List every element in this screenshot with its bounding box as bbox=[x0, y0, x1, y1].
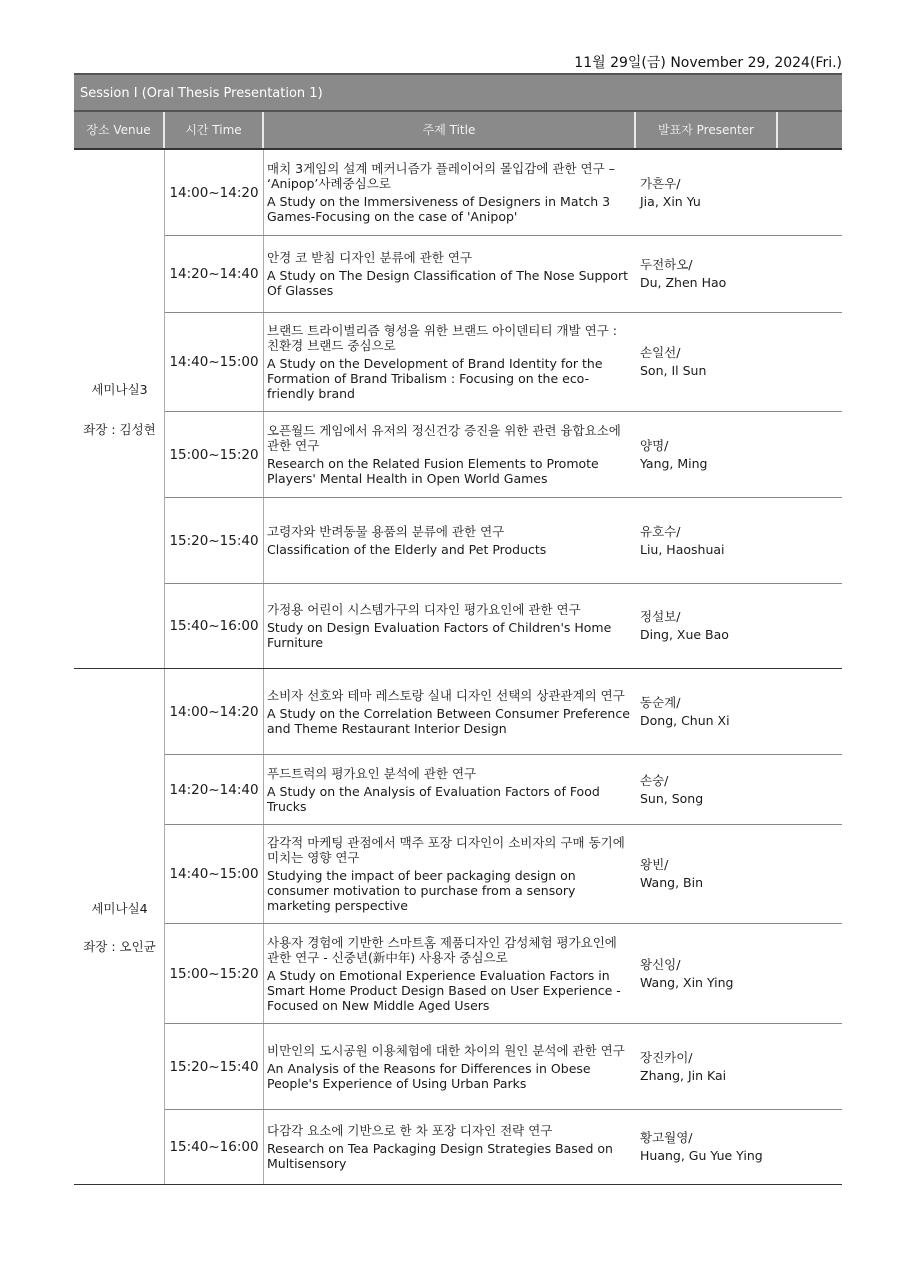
presenter-name-english: Ding, Xue Bao bbox=[640, 627, 729, 642]
title-english: A Study on the Immersiveness of Designers in Match 3 Games-Focusing on the case of 'Anipop' bbox=[267, 194, 611, 224]
venue-chair: 좌장 : 김성현 bbox=[83, 422, 156, 437]
presenter bbox=[636, 755, 842, 824]
paper-title bbox=[264, 498, 636, 583]
table-row bbox=[165, 669, 842, 755]
session-time: 15:20~15:40 bbox=[165, 498, 264, 583]
presenter-name-korean: 장진카이/ bbox=[640, 1049, 693, 1065]
title-english: Research on Tea Packaging Design Strategies Based on Multisensory bbox=[267, 1141, 613, 1171]
table-row bbox=[165, 313, 842, 412]
venue-group-seminar-4 bbox=[74, 669, 842, 1185]
presenter-name-korean: 유호수/ bbox=[640, 523, 681, 539]
presenter bbox=[636, 825, 842, 923]
table-row bbox=[165, 498, 842, 584]
paper-title bbox=[264, 1024, 636, 1109]
session-time: 14:00~14:20 bbox=[165, 669, 264, 754]
header-extra bbox=[778, 112, 842, 148]
title-korean: 오픈월드 게임에서 유저의 정신건강 증진을 위한 관련 융합요소에 관한 연구 bbox=[267, 423, 621, 453]
table-header bbox=[74, 110, 842, 150]
header-title: 주제 Title bbox=[264, 112, 636, 148]
paper-title bbox=[264, 825, 636, 923]
session-title-bar: Session I (Oral Thesis Presentation 1) bbox=[74, 73, 842, 110]
table-row bbox=[165, 236, 842, 313]
table-row bbox=[165, 150, 842, 236]
paper-title bbox=[264, 313, 636, 411]
presenter-name-korean: 정설보/ bbox=[640, 609, 681, 624]
title-english: Study on Design Evaluation Factors of Children's Home Furniture bbox=[267, 620, 612, 650]
paper-title bbox=[264, 412, 636, 497]
session-time: 15:40~16:00 bbox=[165, 1110, 264, 1184]
session-time: 15:40~16:00 bbox=[165, 584, 264, 668]
presenter-name-korean: 양명/ bbox=[640, 437, 669, 453]
presenter-name-english: Dong, Chun Xi bbox=[640, 712, 730, 728]
title-korean: 브랜드 트라이벌리즘 형성을 위한 브랜드 아이덴티티 개발 연구 : 친환경 브랜드 중심으로 bbox=[267, 323, 617, 353]
presenter-name-korean: 두전하오/ bbox=[640, 257, 693, 272]
session-time: 14:00~14:20 bbox=[165, 150, 264, 235]
presenter-name-korean: 왕빈/ bbox=[640, 857, 669, 872]
paper-title bbox=[264, 1110, 636, 1184]
venue-name: 세미나실3 bbox=[91, 382, 148, 397]
date-line: 11월 29일(금) November 29, 2024(Fri.) bbox=[574, 55, 842, 71]
title-english: A Study on the Development of Brand Identity for the Formation of Brand Tribalism : Focusing on the eco-friendly brand bbox=[267, 356, 603, 401]
presenter-name-english: Zhang, Jin Kai bbox=[640, 1067, 727, 1083]
venue-cell bbox=[74, 150, 165, 668]
header-presenter: 발표자 Presenter bbox=[636, 112, 778, 148]
venue-cell bbox=[74, 669, 165, 1184]
table-row bbox=[165, 825, 842, 924]
venue-name: 세미나실4 bbox=[91, 901, 148, 916]
presenter-name-korean: 동순계/ bbox=[640, 694, 681, 710]
title-korean: 사용자 경험에 기반한 스마트홈 제품디자인 감성체험 평가요인에 관한 연구 - 신중년(新中年) 사용자 중심으로 bbox=[267, 934, 617, 965]
title-korean: 안경 코 받침 디자인 분류에 관한 연구 bbox=[267, 250, 472, 265]
header-venue: 장소 Venue bbox=[74, 112, 165, 148]
table-row bbox=[165, 755, 842, 825]
presenter-name-english: Wang, Bin bbox=[640, 875, 703, 890]
venue-group-seminar-3 bbox=[74, 150, 842, 669]
paper-title bbox=[264, 150, 636, 235]
title-korean: 고령자와 반려동물 용품의 분류에 관한 연구 bbox=[267, 524, 505, 539]
title-korean: 푸드트럭의 평가요인 분석에 관한 연구 bbox=[267, 765, 477, 781]
presenter-name-korean: 가흔우/ bbox=[640, 175, 681, 191]
session-time: 14:20~14:40 bbox=[165, 236, 264, 312]
title-korean: 비만인의 도시공원 이용체험에 대한 차이의 원인 분석에 관한 연구 bbox=[267, 1042, 625, 1058]
presenter-name-english: Huang, Gu Yue Ying bbox=[640, 1148, 763, 1163]
presenter bbox=[636, 924, 842, 1023]
paper-title bbox=[264, 924, 636, 1023]
presenter-name-english: Jia, Xin Yu bbox=[640, 193, 701, 209]
presenter bbox=[636, 669, 842, 754]
table-row bbox=[165, 1024, 842, 1110]
paper-title bbox=[264, 584, 636, 668]
presenter-name-english: Wang, Xin Ying bbox=[640, 974, 734, 990]
title-english: Research on the Related Fusion Elements to Promote Players' Mental Health in Open World Games bbox=[267, 456, 599, 486]
paper-title bbox=[264, 236, 636, 312]
title-english: An Analysis of the Reasons for Differences in Obese People's Experience of Using Urban Parks bbox=[267, 1060, 591, 1091]
title-english: Studying the impact of beer packaging design on consumer motivation to purchase from a sensory marketing perspective bbox=[267, 868, 576, 913]
table-row bbox=[165, 1110, 842, 1184]
session-time: 15:20~15:40 bbox=[165, 1024, 264, 1109]
session-time: 14:20~14:40 bbox=[165, 755, 264, 824]
schedule-table bbox=[74, 150, 842, 1185]
paper-title bbox=[264, 755, 636, 824]
presenter bbox=[636, 236, 842, 312]
presenter bbox=[636, 584, 842, 668]
presenter bbox=[636, 1110, 842, 1184]
presenter-name-korean: 왕신잉/ bbox=[640, 956, 681, 972]
presenter-name-english: Sun, Song bbox=[640, 790, 704, 806]
paper-title bbox=[264, 669, 636, 754]
title-korean: 감각적 마케팅 관점에서 맥주 포장 디자인이 소비자의 구매 동기에 미치는 영향 연구 bbox=[267, 835, 625, 865]
session-time: 14:40~15:00 bbox=[165, 313, 264, 411]
title-korean: 소비자 선호와 테마 레스토랑 실내 디자인 선택의 상관관계의 연구 bbox=[267, 687, 625, 703]
presenter bbox=[636, 412, 842, 497]
presenter bbox=[636, 1024, 842, 1109]
title-english: A Study on the Analysis of Evaluation Factors of Food Trucks bbox=[267, 783, 600, 814]
presenter-name-english: Liu, Haoshuai bbox=[640, 541, 725, 557]
session-time: 15:00~15:20 bbox=[165, 924, 264, 1023]
presenter bbox=[636, 498, 842, 583]
header-time: 시간 Time bbox=[165, 112, 264, 148]
presenter-name-korean: 손일선/ bbox=[640, 345, 681, 360]
title-english: Classification of the Elderly and Pet Products bbox=[267, 542, 547, 557]
title-english: A Study on Emotional Experience Evaluation Factors in Smart Home Product Design Based on User Experience - Focused on New Middle Aged Users bbox=[267, 967, 621, 1013]
presenter bbox=[636, 150, 842, 235]
presenter bbox=[636, 313, 842, 411]
table-row bbox=[165, 584, 842, 668]
title-english: A Study on the Correlation Between Consumer Preference and Theme Restaurant Interior Design bbox=[267, 705, 630, 736]
presenter-name-korean: 황고월영/ bbox=[640, 1130, 693, 1145]
presenter-name-english: Son, Il Sun bbox=[640, 363, 707, 378]
table-row bbox=[165, 924, 842, 1024]
session-time: 15:00~15:20 bbox=[165, 412, 264, 497]
session-time: 14:40~15:00 bbox=[165, 825, 264, 923]
presenter-name-korean: 손숭/ bbox=[640, 772, 669, 788]
title-english: A Study on The Design Classification of The Nose Support Of Glasses bbox=[267, 268, 628, 298]
venue-chair: 좌장 : 오인균 bbox=[83, 939, 156, 954]
presenter-name-english: Du, Zhen Hao bbox=[640, 275, 727, 290]
title-korean: 다감각 요소에 기반으로 한 차 포장 디자인 전략 연구 bbox=[267, 1123, 553, 1138]
table-row bbox=[165, 412, 842, 498]
title-korean: 가정용 어린이 시스템가구의 디자인 평가요인에 관한 연구 bbox=[267, 602, 581, 617]
presenter-name-english: Yang, Ming bbox=[640, 455, 708, 471]
title-korean: 매치 3게임의 설계 메커니즘가 플레이어의 몰입감에 관한 연구 – ‘Anipop’사례중심으로 bbox=[267, 161, 615, 191]
